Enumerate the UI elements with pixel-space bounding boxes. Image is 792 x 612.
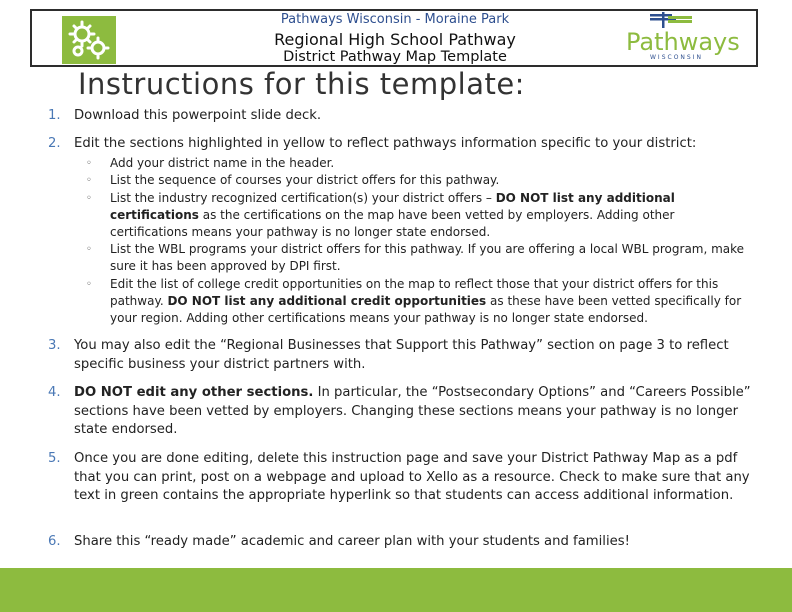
list-item-5: 5. Once you are done editing, delete this instruction page and save your District Pathway Map as a pdf that you can print, post on a webpage and upload to Xello as a resource. Check to make sure that any text in green contains the appropriate hyperlink so that students can access additional information.	[48, 451, 750, 503]
sub-item: ◦ Edit the list of college credit opportunities on the map to reflect those that your district offers for this pathway. DO NOT list any additional credit opportunities as these have been vetted specifically for your region. Adding other certifications means your pathway is no longer state endorsed.	[86, 277, 742, 326]
footer-bar	[0, 568, 792, 612]
sub-item: ◦ List the sequence of courses your district offers for this pathway.	[86, 173, 500, 187]
list-item-2: 2. Edit the sections highlighted in yellow to reflect pathways information specific to your district:	[48, 136, 697, 151]
pathways-wisconsin-logo	[622, 12, 752, 62]
sub-item: ◦ List the industry recognized certification(s) your district offers – DO NOT list any additional certifications as the certifications on the map have been vetted by employers. Adding other certifications means your pathway is no longer state endorsed.	[86, 191, 675, 240]
list-item-6: 6. Share this “ready made” academic and career plan with your students and families!	[48, 534, 630, 549]
header-template-name: District Pathway Map Template	[283, 49, 507, 65]
header-subtitle: Regional High School Pathway	[274, 30, 516, 49]
list-item-3: 3. You may also edit the “Regional Businesses that Support this Pathway” section on page 3 to reflect specific business your district partners with.	[48, 338, 729, 372]
sub-item: ◦ List the WBL programs your district offers for this pathway. If you are offering a local WBL program, make sure it has been approved by DPI first.	[86, 242, 745, 274]
gears-icon	[62, 16, 116, 64]
list-item-1: 1. Download this powerpoint slide deck.	[48, 108, 322, 123]
list-item-4: 4. DO NOT edit any other sections. In particular, the “Postsecondary Options” and “Careers Possible” sections have been vetted by employers. Changing these sections means your pathway is no longer state endorsed.	[48, 385, 751, 437]
sub-item: ◦ Add your district name in the header.	[86, 156, 335, 170]
page-title: Instructions for this template:	[78, 67, 525, 101]
header-region: Pathways Wisconsin - Moraine Park	[280, 12, 510, 27]
svg-text:WISCONSIN: WISCONSIN	[650, 54, 703, 61]
svg-text:Pathways: Pathways	[626, 28, 740, 56]
